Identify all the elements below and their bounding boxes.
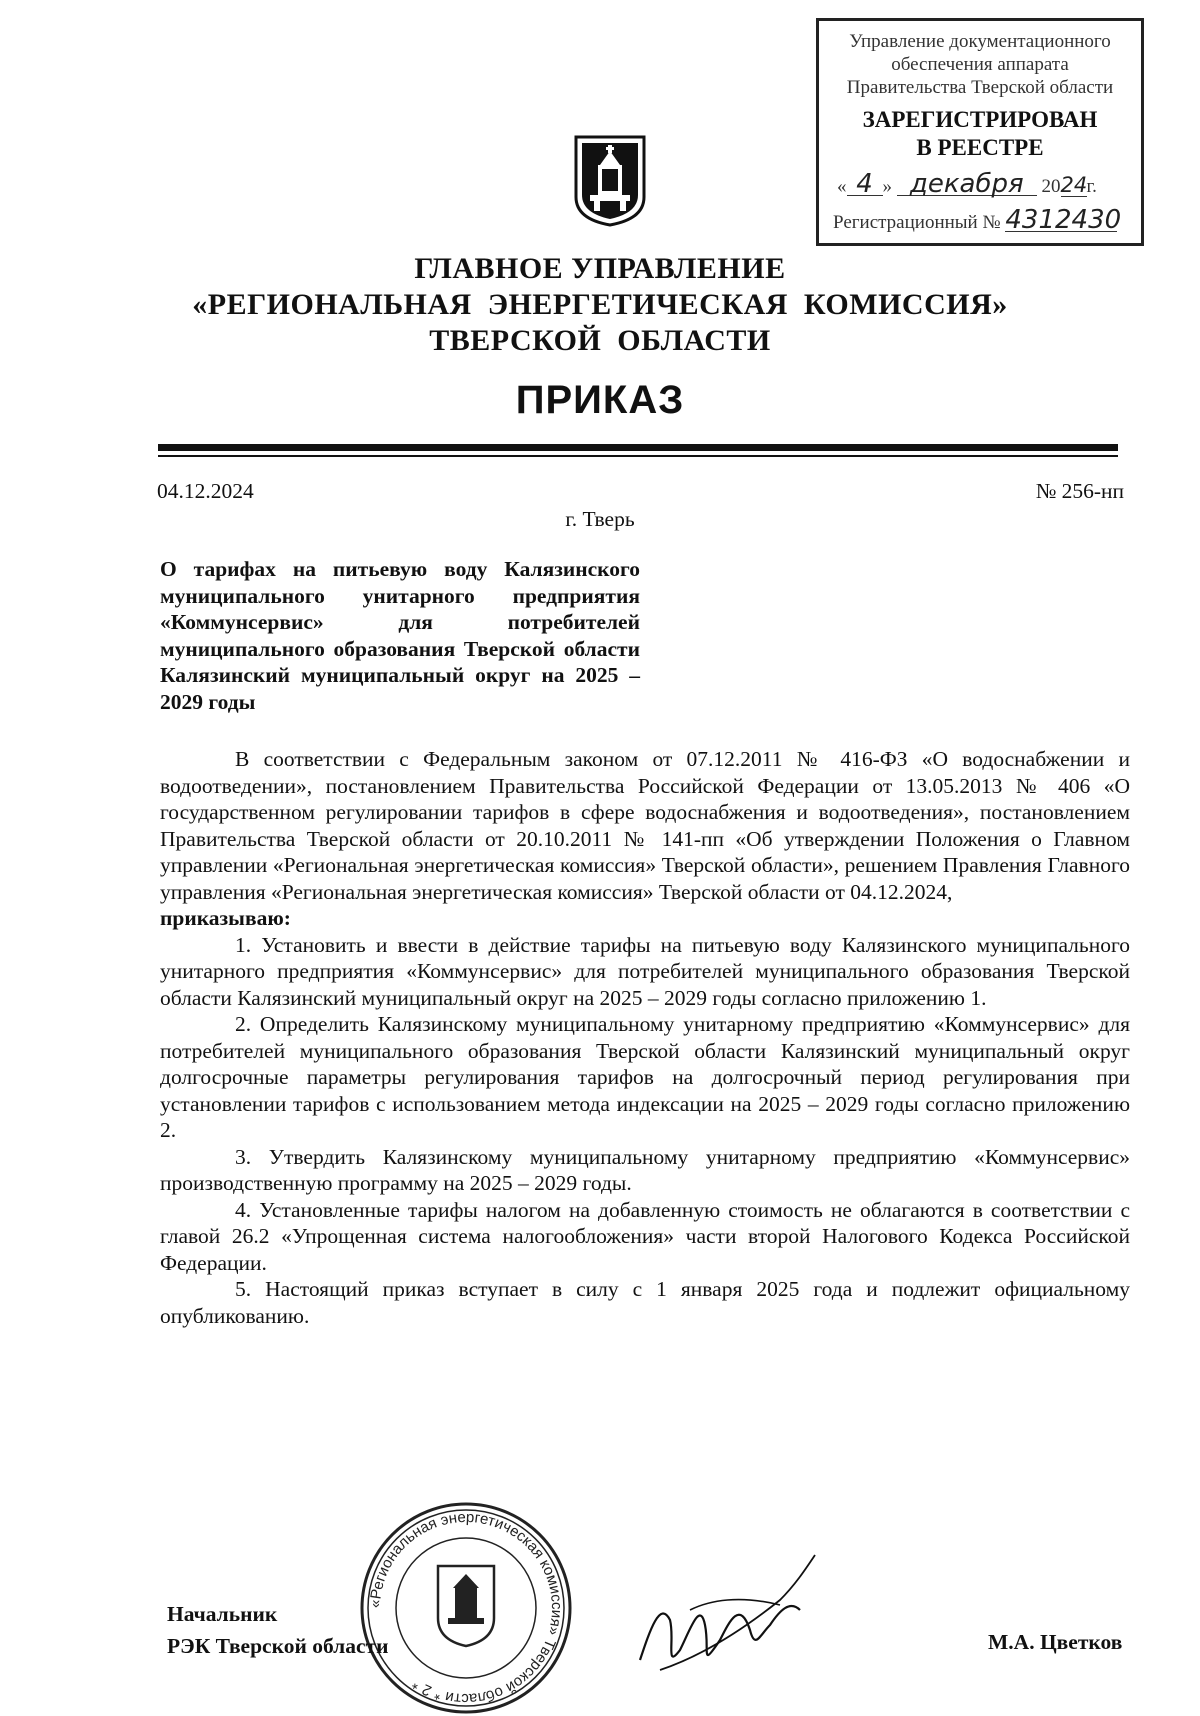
- order-item: 1. Установить и ввести в действие тарифы на питьевую воду Калязинского муниципального унитарного предприятия «Коммунсервис» для потребителей муниципального образования Тверской области Калязинский муниципальный округ на 2025 – 2029 годы согласно приложению 1.: [160, 932, 1130, 1010]
- document-body: [160, 746, 1130, 1329]
- document-type-title: ПРИКАЗ: [515, 378, 685, 422]
- document-date: 04.12.2024: [157, 479, 254, 503]
- stamp-reg-label: Регистрационный №: [833, 212, 1001, 233]
- order-item: 3. Утвердить Калязинскому муниципальному унитарному предприятию «Коммунсервис» производственную программу на 2025 – 2029 годы.: [160, 1144, 1130, 1195]
- stamp-reg-row: [819, 205, 1141, 235]
- signatory-position: [167, 1598, 389, 1662]
- order-item: 5. Настоящий приказ вступает в силу с 1 января 2025 года и подлежит официальному опубликованию.: [160, 1277, 1130, 1328]
- stamp-year-tail: г.: [1086, 176, 1097, 197]
- stamp-line-2: обеспечения аппарата: [891, 54, 1069, 75]
- agency-name-line-3: ТВЕРСКОЙ ОБЛАСТИ: [429, 324, 771, 357]
- signatory-position-line-2: РЭК Тверской области: [167, 1634, 389, 1658]
- seal-ring-text: «Региональная энергетическая комиссия» Тверской области * 2 *: [366, 1508, 566, 1708]
- official-round-seal: [358, 1500, 574, 1716]
- stamp-line-1: Управление документационного: [849, 31, 1111, 52]
- order-item: 4. Установленные тарифы налогом на добавленную стоимость не облагаются в соответствии с главой 26.2 «Упрощенная система налогообложения» части второй Налогового Кодекса Российской Федерации.: [160, 1197, 1130, 1275]
- header-rule-thick: [158, 444, 1118, 451]
- agency-name-line-1: ГЛАВНОЕ УПРАВЛЕНИЕ: [414, 252, 786, 285]
- preamble-paragraph: В соответствии с Федеральным законом от 07.12.2011 № 416-ФЗ «О водоснабжении и водоотведении», постановлением Правительства Российской Федерации от 13.05.2013 № 406 «О государственном регулировании тарифов в сфере водоснабжения и водоотведения», постановлением Правительства Тверской области от 20.10.2011 № 141-пп «Об утверждении Положения о Главном управлении «Региональная энергетическая комиссия» Тверской области», решением Правления Главного управления «Региональная энергетическая комиссия» Тверской области от 04.12.2024,: [160, 747, 1130, 904]
- stamp-year-prefix: 20: [1041, 176, 1061, 197]
- stamp-date-row: « 4 » декабря 2024г.: [837, 169, 1097, 199]
- signatory-position-line-1: Начальник: [167, 1602, 278, 1626]
- stamp-month: декабря: [897, 173, 1037, 196]
- stamp-status-1: ЗАРЕГИСТРИРОВАН: [862, 107, 1098, 132]
- stamp-day: 4: [847, 173, 883, 196]
- registry-stamp: [816, 18, 1144, 246]
- handwritten-signature: [630, 1540, 830, 1690]
- stamp-year-suffix: 24: [1060, 173, 1088, 197]
- order-item: 2. Определить Калязинскому муниципальному унитарному предприятию «Коммунсервис» для потребителей муниципального образования Тверской области Калязинский муниципальный округ долгосрочные параметры регулирования тарифов на долгосрочный период регулирования при установлении тарифов с использованием метода индексации на 2025 – 2029 годы согласно приложению 2.: [160, 1012, 1130, 1142]
- agency-name-line-2: «РЕГИОНАЛЬНАЯ ЭНЕРГЕТИЧЕСКАЯ КОМИССИЯ»: [192, 288, 1008, 321]
- signatory-name: М.А. Цветков: [988, 1630, 1123, 1654]
- stamp-line-3: Правительства Тверской области: [846, 77, 1114, 98]
- stamp-reg-number: 4312430: [1005, 205, 1122, 235]
- document-city: г. Тверь: [565, 507, 635, 531]
- order-word: приказываю:: [160, 906, 291, 930]
- header-rule-thin: [158, 455, 1118, 457]
- document-number: № 256-нп: [1035, 479, 1124, 503]
- stamp-status-2: В РЕЕСТРЕ: [916, 135, 1044, 160]
- coat-of-arms-emblem: [574, 135, 646, 227]
- document-subject: О тарифах на питьевую воду Калязинского муниципального унитарного предприятия «Коммунсервис» для потребителей муниципального образования Тверской области Калязинский муниципальный округ на 2025 – 2029 годы: [160, 557, 640, 714]
